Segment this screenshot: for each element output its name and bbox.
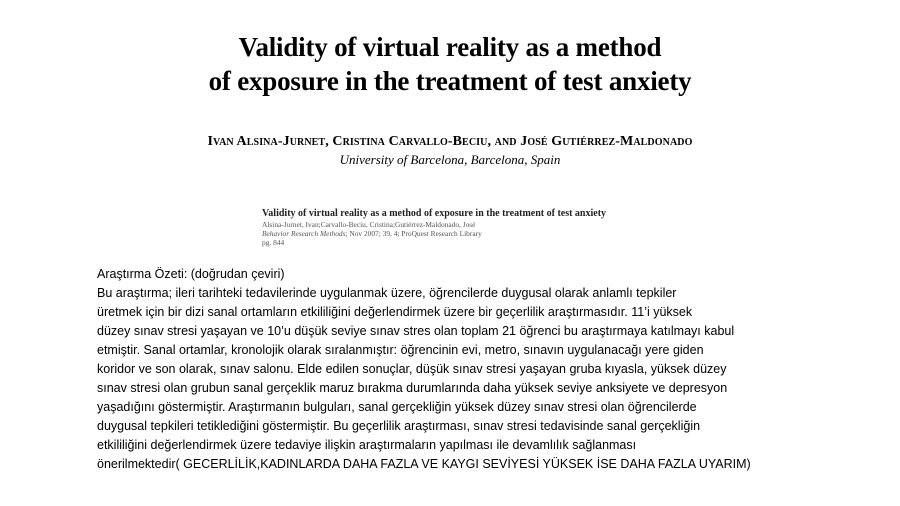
citation-journal: Behavior Research Methods: [262, 229, 346, 239]
summary-heading: Araştırma Özeti: (doğrudan çeviri): [97, 267, 285, 281]
citation-block: [262, 208, 682, 248]
summary-line: düzey sınav stresi yaşayan ve 10’u düşük seviye sınav stres olan toplam 21 öğrenci bu araştırmaya katılmayı kabul: [97, 324, 735, 338]
paper-title-line-2: of exposure in the treatment of test anxiety: [208, 66, 692, 96]
paper-title-line-1: Validity of virtual reality as a method: [238, 32, 662, 62]
summary-line: Bu araştırma; ileri tarihteki tedavilerinde uygulanmak üzere, öğrencilerde duygusal olarak anlamlı tepkiler: [97, 286, 677, 300]
summary-line: etkililiğini değerlendirmek üzere tedaviye ilişkin araştırmaların yapılması ile devamlılık sağlanması: [97, 438, 637, 452]
summary-body: [97, 284, 857, 474]
citation-pages: pg. 844: [262, 238, 285, 248]
paper-affiliation: University of Barcelona, Barcelona, Spain: [339, 152, 561, 167]
summary-block: [97, 265, 857, 474]
summary-line: yaşadığını göstermiştir. Araştırmanın bulguları, sanal gerçekliğin yüksek düzey sınav stresi olan öğrencilerde: [97, 400, 697, 414]
citation-details: ; Nov 2007; 39, 4; ProQuest Research Library: [345, 229, 482, 239]
summary-line: duygusal tepkileri tetiklediğini göstermiştir. Bu geçerlilik araştırması, sınav stresi tedavisinde sanal gerçekliğin: [97, 419, 701, 433]
paper-title: [150, 30, 750, 98]
paper-authors: Ivan Alsina-Jurnet, Cristina Carvallo-Beciu, and José Gutiérrez-Maldonado: [207, 134, 693, 149]
citation-source: [262, 229, 682, 238]
citation-title: Validity of virtual reality as a method of exposure in the treatment of test anxiety: [262, 208, 607, 219]
summary-line: önerilmektedir( GECERLİLİK,KADINLARDA DAHA FAZLA VE KAYGI SEVİYESİ YÜKSEK İSE DAHA FAZLA UYARIM): [97, 457, 751, 471]
citation-authors: Alsina-Jurnet, Ivan;Carvallo-Beciu, Cristina;Gutiérrez-Maldonado, José: [262, 220, 476, 229]
summary-line: etmiştir. Sanal ortamlar, kronolojik olarak sıralanmıştır: öğrencinin evi, metro, sınavın uygulanacağı yere giden: [97, 343, 704, 357]
summary-line: koridor ve son olarak, sınav salonu. Elde edilen sonuçlar, düşük sınav stresi yaşayan gruba kıyasla, yüksek düzey: [97, 362, 727, 376]
summary-line: üretmek için bir dizi sanal ortamların etkililiğini değerlendirmek üzere bir geçerlilik araştırmasıdır. 11’i yüksek: [97, 305, 693, 319]
summary-line: sınav stresi olan grubun sanal gerçeklik maruz bırakma durumlarında daha yüksek seviye anksiyete ve depresyon: [97, 381, 728, 395]
